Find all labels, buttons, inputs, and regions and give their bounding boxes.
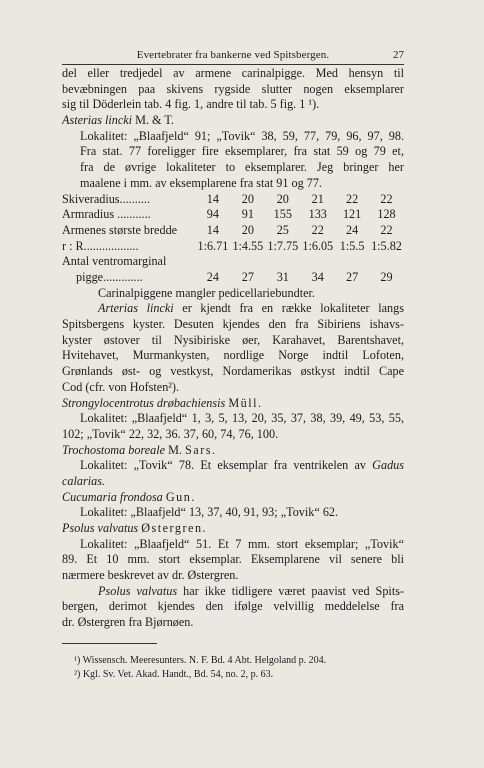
table-cell: 14 bbox=[206, 222, 219, 237]
text-line: Lokalitet: „Tovik“ 78. Et eksemplar fra ventrikelen av Gadus bbox=[80, 458, 404, 473]
table-cell: 1:6.71 bbox=[197, 238, 229, 253]
table-cell: 1:5.82 bbox=[371, 238, 402, 253]
species-heading-strongylocentrotus bbox=[62, 396, 404, 412]
table-row bbox=[62, 270, 404, 286]
table-cell: 128 bbox=[377, 207, 396, 222]
footnote: ¹) Wissensch. Meeresunters. N. F. Bd. 4 Abt. Helgoland p. 204. bbox=[74, 654, 327, 666]
text-line: Arterias lincki er kjendt fra en række lokaliteter langs bbox=[98, 301, 404, 316]
row-label: Skiveradius.......... bbox=[62, 191, 151, 206]
table-cell: 1:7.75 bbox=[267, 238, 299, 253]
text-line: Fra stat. 77 foreligger fire eksemplarer, fra stat 59 og 79 et, bbox=[80, 144, 404, 159]
table-cell: 24 bbox=[206, 270, 219, 285]
locality-cucumaria: Lokalitet: „Blaafjeld“ 13, 37, 40, 91, 93; „Tovik“ 62. bbox=[80, 505, 339, 520]
locality-asterias bbox=[62, 129, 404, 192]
page-body bbox=[62, 66, 404, 683]
paragraph-continuation bbox=[62, 66, 404, 113]
locality-strongylocentrotus bbox=[62, 411, 404, 442]
table-cell: 34 bbox=[311, 270, 324, 285]
locality-trochostoma bbox=[62, 458, 404, 489]
species-author: Østergren. bbox=[141, 521, 208, 536]
species-author: Sars. bbox=[185, 442, 217, 457]
row-label: Armenes største bredde bbox=[62, 222, 178, 237]
running-header bbox=[62, 48, 404, 65]
table-row bbox=[62, 192, 404, 208]
table-cell: 155 bbox=[273, 207, 292, 222]
row-label: Armradius ........... bbox=[62, 207, 151, 222]
footnotes bbox=[62, 654, 404, 683]
species-name: Psolus valvatus bbox=[98, 583, 178, 598]
text-line: 89. Et 10 mm. stort eksemplar. Eksemplarene vil senere bli bbox=[62, 552, 404, 567]
text-line: calarias. bbox=[62, 473, 105, 488]
text-line: bergen, derimot kjendes den ifølge velvillig meddelelse fra bbox=[62, 599, 404, 614]
table-cell: 1:6.05 bbox=[302, 238, 334, 253]
species-author: Gun. bbox=[165, 489, 196, 504]
table-cell: 20 bbox=[241, 191, 254, 206]
carinal-note: Carinalpiggene mangler pedicellariebundter. bbox=[98, 285, 315, 300]
row-label: Antal ventromarginal bbox=[62, 254, 167, 269]
text-line: Grønlands øst- og vestkyst, Nordamerikas østkyst indtil Cape bbox=[62, 364, 404, 379]
text-line: 102; „Tovik“ 22, 32, 36. 37, 60, 74, 76, 100. bbox=[62, 426, 279, 441]
text-line: del eller tredjedel av armene carinalpigge. Med hensyn til bbox=[62, 66, 404, 80]
table-row bbox=[62, 207, 404, 223]
table-cell: 1:4.55 bbox=[232, 238, 264, 253]
table-row bbox=[62, 223, 404, 239]
text-line: bevæbningen paa skivens rygside slutter nogen eksemplarer bbox=[62, 81, 404, 96]
table-cell: 29 bbox=[380, 270, 393, 285]
table-cell: 27 bbox=[241, 270, 254, 285]
footnote-divider bbox=[62, 643, 157, 644]
species-heading-cucumaria bbox=[62, 490, 404, 506]
psolus-note-paragraph bbox=[62, 584, 404, 631]
table-cell: 22 bbox=[380, 222, 393, 237]
table-cell: 1:5.5 bbox=[339, 238, 365, 253]
table-cell: 133 bbox=[308, 207, 327, 222]
species-name: Trochostoma boreale bbox=[62, 442, 166, 457]
species-heading-asterias bbox=[62, 113, 404, 129]
table-row bbox=[62, 239, 404, 255]
table-row bbox=[62, 254, 404, 270]
table-cell: 121 bbox=[342, 207, 362, 222]
footnote: ²) Kgl. Sv. Vet. Akad. Handt., Bd. 54, no. 2, p. 63. bbox=[74, 669, 274, 681]
text-line: dr. Østergren fra Bjørnøen. bbox=[62, 615, 194, 630]
table-cell: 31 bbox=[276, 270, 289, 285]
locality-psolus bbox=[62, 537, 404, 584]
table-cell: 25 bbox=[276, 222, 289, 237]
species-heading-trochostoma: Trochostoma boreale M. Sars. bbox=[62, 442, 217, 457]
species-name: Cucumaria frondosa bbox=[62, 489, 163, 504]
text-line: Hvitehavet, Murmankysten, nordlige Norge indtil Lofoten, bbox=[62, 348, 404, 363]
table-cell: 14 bbox=[206, 191, 219, 206]
text-line: maalene i mm. av eksemplarene fra stat 91 og 77. bbox=[80, 175, 322, 190]
species-author: Müll. bbox=[228, 395, 263, 410]
row-label: pigge............. bbox=[76, 270, 143, 285]
page-number: 27 bbox=[393, 49, 404, 61]
species-heading-psolus bbox=[62, 521, 404, 537]
row-label: r : R.................. bbox=[62, 238, 139, 253]
text-line: fra de øvrige lokaliteter to eksemplarer. Jeg bringer her bbox=[80, 160, 404, 175]
species-name: Psolus valvatus bbox=[62, 521, 139, 536]
species-author: M. & T. bbox=[132, 113, 174, 128]
table-cell: 21 bbox=[311, 191, 324, 206]
table-cell: 24 bbox=[346, 222, 359, 237]
table-cell: 20 bbox=[241, 222, 254, 237]
text-line: Lokalitet: „Blaafjeld“ 1, 3, 5, 13, 20, 35, 37, 38, 39, 49, 53, 55, bbox=[80, 411, 404, 426]
table-cell: 22 bbox=[380, 191, 393, 206]
running-title: Evertebrater fra bankerne ved Spitsbergen. bbox=[136, 49, 330, 61]
table-cell: 94 bbox=[206, 207, 219, 222]
table-cell: 27 bbox=[346, 270, 359, 285]
table-cell: 22 bbox=[346, 191, 359, 206]
table-cell: 91 bbox=[241, 207, 254, 222]
text-line: Lokalitet: „Blaafjeld“ 91; „Tovik“ 38, 59, 77, 79, 96, 97, 98. bbox=[80, 128, 404, 143]
text-line: Lokalitet: „Blaafjeld“ 51. Et 7 mm. stort eksemplar; „Tovik“ bbox=[80, 536, 404, 551]
table-cell: 22 bbox=[311, 222, 324, 237]
text-line: Spitsbergens kyster. Desuten kjendes den fra Sibiriens ishavs- bbox=[62, 317, 404, 332]
text-line: kyster østover til Nysibiriske øer, Karahavet, Barentshavet, bbox=[62, 332, 404, 347]
species-name: Arterias lincki bbox=[98, 301, 174, 316]
text-line: sig til Döderlein tab. 4 fig. 1, andre til tab. 5 fig. 1 ¹). bbox=[62, 97, 320, 112]
text-line: Psolus valvatus har ikke tidligere været paavist ved Spits- bbox=[98, 583, 404, 598]
table-cell: 20 bbox=[276, 191, 289, 206]
measurement-table bbox=[62, 192, 404, 286]
text-line: Cod (cfr. von Hofsten²). bbox=[62, 379, 180, 394]
species-name: Asterias lincki bbox=[62, 113, 133, 128]
text-line: nærmere beskrevet av dr. Østergren. bbox=[62, 568, 239, 583]
species-name: Strongylocentrotus drøbachiensis bbox=[62, 395, 226, 410]
distribution-paragraph bbox=[62, 301, 404, 395]
